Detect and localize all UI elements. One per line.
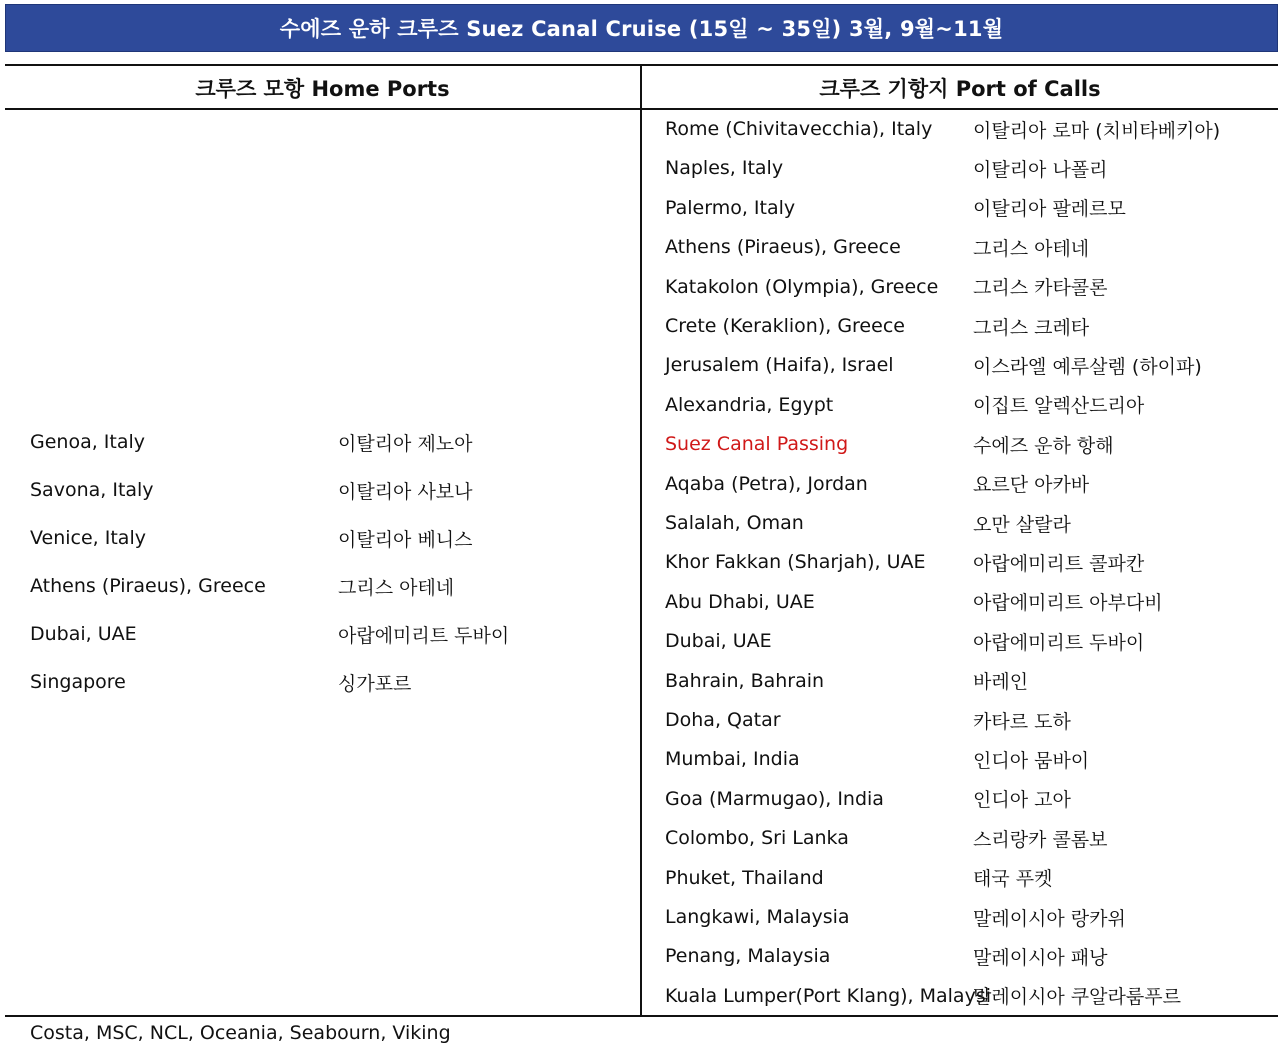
list-item <box>0 232 1280 262</box>
port-name-korean: 인디아 뭄바이 <box>973 749 1090 772</box>
list-item <box>0 981 1280 1011</box>
port-name-english: Salalah, Oman <box>665 512 804 534</box>
port-name-korean: 이탈리아 나폴리 <box>973 158 1108 181</box>
port-name-english: Venice, Italy <box>30 527 146 549</box>
port-name-korean: 오만 살랄라 <box>973 513 1071 536</box>
port-name-english: Doha, Qatar <box>665 709 781 731</box>
port-name-korean: 말레이시아 패낭 <box>973 946 1108 969</box>
ports-of-call-header: 크루즈 기항지 Port of Calls <box>819 77 1101 101</box>
port-name-korean: 태국 푸켓 <box>973 868 1053 891</box>
list-item <box>0 823 1280 853</box>
port-name-english: Bahrain, Bahrain <box>665 669 825 692</box>
port-name-korean: 아랍에미리트 아부다비 <box>973 592 1163 615</box>
list-item <box>0 666 1280 696</box>
port-name-korean: 그리스 크레타 <box>973 316 1090 339</box>
list-item <box>0 705 1280 735</box>
list-item <box>0 350 1280 380</box>
port-name-korean: 그리스 아테네 <box>973 237 1090 260</box>
port-name-english: Crete (Keraklion), Greece <box>665 315 905 337</box>
page-title: 수에즈 운하 크루즈 Suez Canal Cruise (15일 ~ 35일) 3월, 9월~11월 <box>5 4 1278 52</box>
port-name-korean: 이탈리아 베니스 <box>338 528 473 551</box>
list-item <box>0 784 1280 814</box>
list-item <box>0 429 1280 459</box>
list-item <box>0 390 1280 420</box>
list-item <box>0 272 1280 302</box>
port-name-english: Colombo, Sri Lanka <box>665 827 849 850</box>
port-name-english: Palermo, Italy <box>665 196 796 219</box>
port-name-english: Kuala Lumper(Port Klang), Malaysi <box>665 984 991 1007</box>
port-name-korean: 인디아 고아 <box>973 789 1071 812</box>
port-name-korean: 바레인 <box>973 671 1029 694</box>
port-name-english: Suez Canal Passing <box>665 433 849 456</box>
port-name-korean: 이탈리아 사보나 <box>338 480 473 503</box>
list-item <box>0 902 1280 932</box>
list-item <box>0 863 1280 893</box>
port-name-korean: 아랍에미리트 두바이 <box>338 624 510 647</box>
port-name-english: Penang, Malaysia <box>665 945 831 968</box>
list-item <box>0 626 1280 656</box>
port-name-english: Dubai, UAE <box>30 623 137 645</box>
list-item <box>0 547 1280 577</box>
list-item <box>0 469 1280 499</box>
port-name-korean: 말레이시아 랑카위 <box>973 907 1126 930</box>
list-item <box>0 508 1280 538</box>
port-name-korean: 수에즈 운하 항해 <box>973 434 1114 457</box>
list-item <box>0 941 1280 971</box>
list-item <box>0 193 1280 223</box>
port-name-korean: 그리스 카타콜론 <box>973 277 1108 300</box>
port-name-korean: 요르단 아카바 <box>973 474 1090 497</box>
port-name-english: Mumbai, India <box>665 748 800 771</box>
home-ports-header: 크루즈 모항 Home Ports <box>195 77 450 101</box>
port-name-english: Jerusalem (Haifa), Israel <box>665 354 894 377</box>
port-name-english: Athens (Piraeus), Greece <box>30 575 266 597</box>
port-name-korean: 아랍에미리트 콜파칸 <box>973 552 1145 575</box>
port-name-korean: 이집트 알렉산드리아 <box>973 395 1145 418</box>
port-name-english: Goa (Marmugao), India <box>665 787 884 810</box>
port-name-english: Dubai, UAE <box>665 630 772 653</box>
port-name-english: Khor Fakkan (Sharjah), UAE <box>665 551 926 574</box>
port-name-english: Abu Dhabi, UAE <box>665 590 815 613</box>
port-name-english: Aqaba (Petra), Jordan <box>665 472 868 495</box>
port-name-korean: 싱가포르 <box>338 672 412 695</box>
port-name-english: Katakolon (Olympia), Greece <box>665 275 939 298</box>
port-name-korean: 이탈리아 팔레르모 <box>973 198 1126 221</box>
port-name-korean: 카타르 도하 <box>973 710 1071 733</box>
list-item <box>0 744 1280 774</box>
cruise-lines-note: Costa, MSC, NCL, Oceania, Seabourn, Viking <box>30 1022 451 1044</box>
port-name-english: Singapore <box>30 671 126 693</box>
port-name-korean: 말레이시아 쿠알라룸푸르 <box>973 986 1181 1009</box>
port-name-korean: 이탈리아 로마 (치비타베키아) <box>973 119 1221 142</box>
port-name-english: Phuket, Thailand <box>665 866 824 889</box>
list-item <box>0 153 1280 183</box>
port-name-english: Genoa, Italy <box>30 431 146 453</box>
port-name-english: Alexandria, Egypt <box>665 393 834 416</box>
port-name-english: Naples, Italy <box>665 157 784 180</box>
port-name-english: Athens (Piraeus), Greece <box>665 236 901 259</box>
port-name-english: Savona, Italy <box>30 479 154 501</box>
port-name-korean: 이스라엘 예루살렘 (하이파) <box>973 355 1202 378</box>
port-name-korean: 스리랑카 콜롬보 <box>973 828 1108 851</box>
list-item <box>0 587 1280 617</box>
list-item <box>0 311 1280 341</box>
port-name-english: Rome (Chivitavecchia), Italy <box>665 118 933 140</box>
port-name-korean: 이탈리아 제노아 <box>338 432 473 455</box>
list-item <box>0 114 1280 144</box>
port-name-korean: 그리스 아테네 <box>338 576 455 599</box>
port-name-english: Langkawi, Malaysia <box>665 906 850 928</box>
port-name-korean: 아랍에미리트 두바이 <box>973 631 1145 654</box>
